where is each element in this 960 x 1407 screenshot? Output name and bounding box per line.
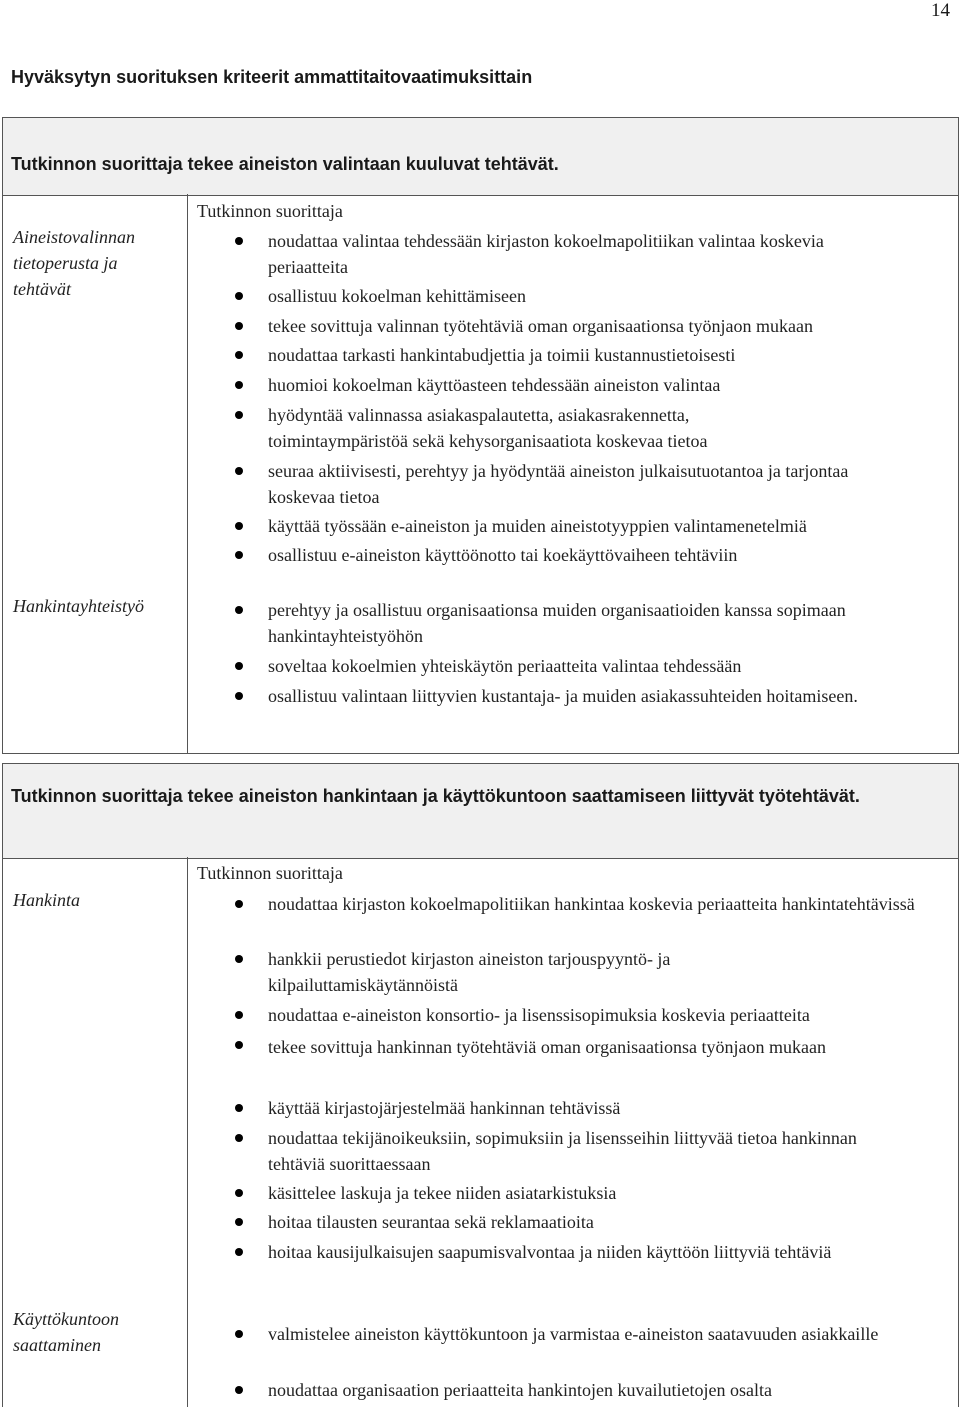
label-kayttokuntoon: Käyttökuntoon saattaminen	[13, 1309, 119, 1355]
bullet-icon	[235, 522, 243, 530]
section2-title-band	[2, 763, 958, 859]
bullet-icon	[235, 1134, 243, 1142]
section2-title: Tutkinnon suorittaja tekee aineiston hankintaan ja käyttökuntoon saattamiseen liittyvät työtehtävät.	[11, 786, 860, 806]
bullet-icon	[235, 1248, 243, 1256]
bullet-icon	[235, 411, 243, 419]
bullet-icon	[235, 1189, 243, 1197]
bullet-icon	[235, 381, 243, 389]
bullet-icon	[235, 1104, 243, 1112]
section1-title: Tutkinnon suorittaja tekee aineiston valintaan kuuluvat tehtävät.	[11, 154, 559, 174]
section2-intro: Tutkinnon suorittaja	[197, 863, 343, 883]
bullet-icon	[235, 322, 243, 330]
section2-column-divider	[187, 857, 188, 1407]
bullet-icon	[235, 1330, 243, 1338]
label-hankinta: Hankinta	[13, 890, 80, 910]
bullet-icon	[235, 606, 243, 614]
page-heading: Hyväksytyn suorituksen kriteerit ammattitaitovaatimuksittain	[11, 67, 533, 87]
bullet-icon	[235, 351, 243, 359]
section1-right-border	[958, 117, 959, 753]
section1-intro: Tutkinnon suorittaja	[197, 201, 343, 221]
label-aineistovalinta: Aineistovalinnan tietoperusta ja tehtävät	[13, 227, 135, 299]
page-number: 14	[931, 0, 950, 21]
label-hankintayhteistyo: Hankintayhteistyö	[13, 596, 144, 616]
bullet-icon	[235, 551, 243, 559]
bullet-icon	[235, 292, 243, 300]
section1-bottom-border	[2, 753, 959, 754]
bullet-icon	[235, 1041, 243, 1049]
bullet-icon	[235, 692, 243, 700]
section1-left-border	[2, 117, 3, 753]
bullet-icon	[235, 467, 243, 475]
section2-left-border	[2, 763, 3, 1407]
bullet-icon	[235, 662, 243, 670]
bullet-icon	[235, 1218, 243, 1226]
bullet-icon	[235, 237, 243, 245]
section1-column-divider	[187, 194, 188, 753]
bullet-icon	[235, 1011, 243, 1019]
bullet-icon	[235, 1386, 243, 1394]
section1-title-band	[2, 117, 958, 196]
section2-right-border	[958, 763, 959, 1407]
bullet-icon	[235, 900, 243, 908]
bullet-icon	[235, 955, 243, 963]
